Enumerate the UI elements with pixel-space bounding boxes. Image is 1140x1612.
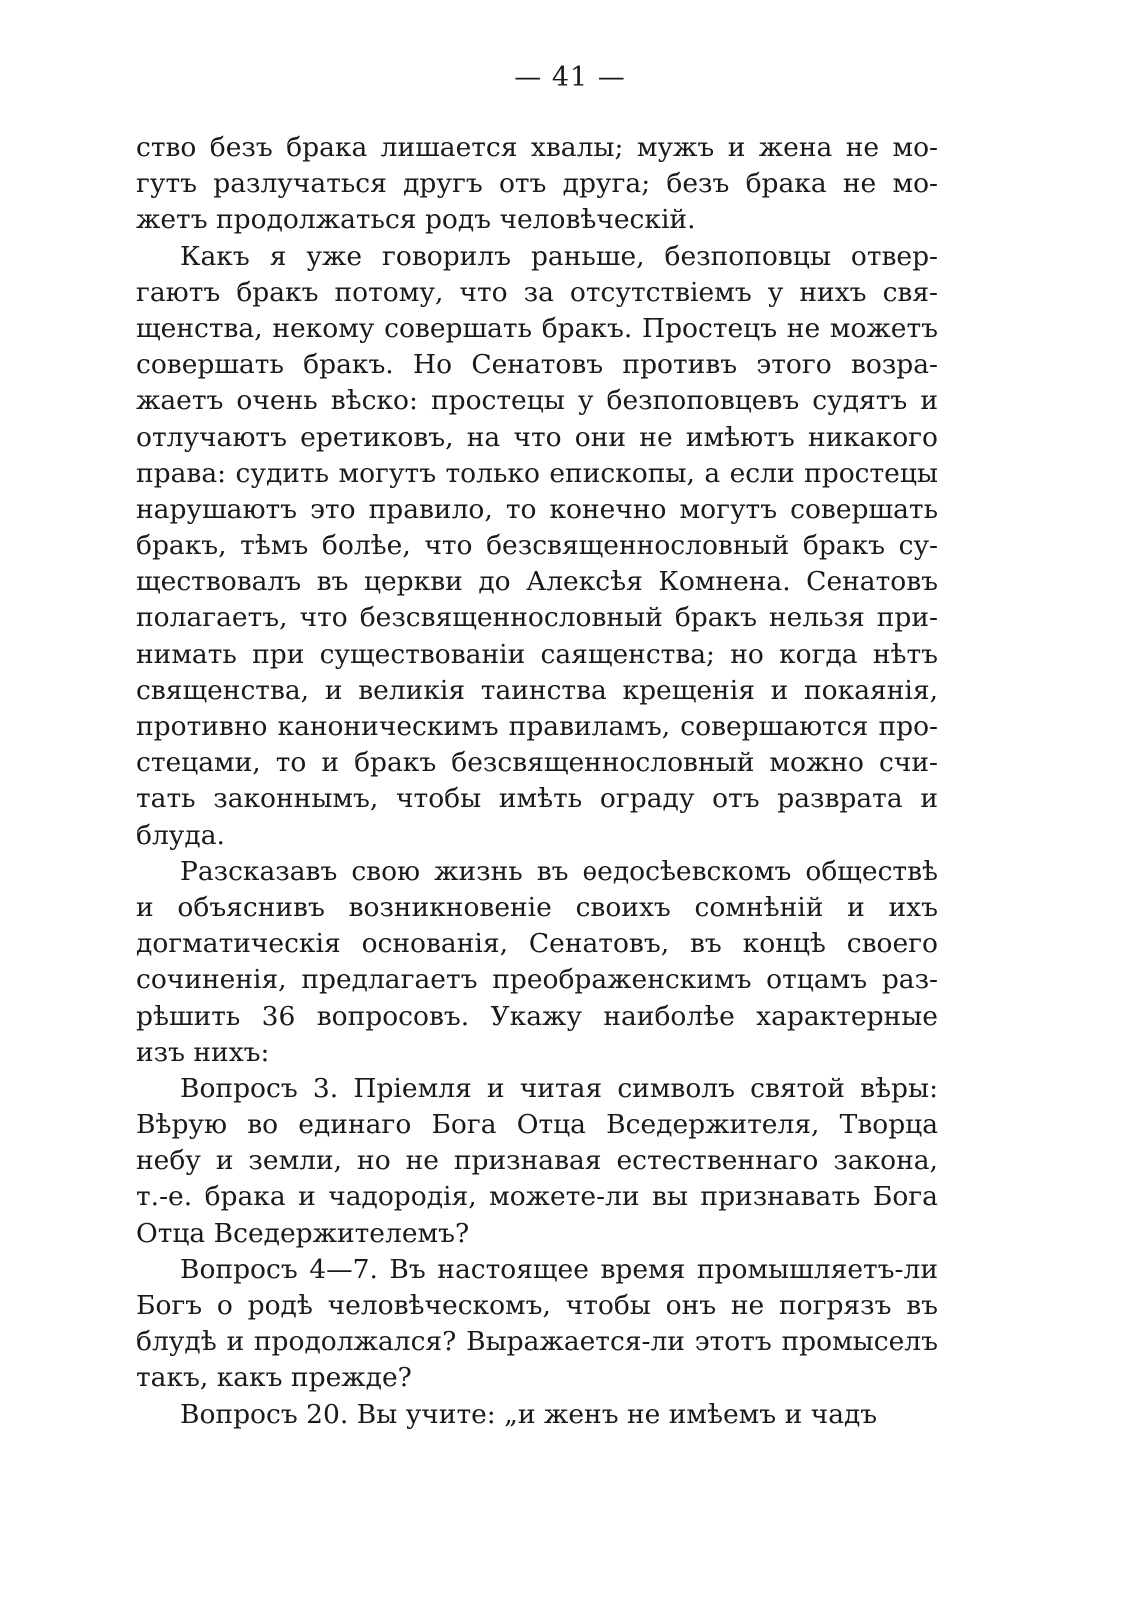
body-text: [136, 130, 938, 1433]
paragraph: [136, 1252, 938, 1397]
text-line: блудѣ и продолжался? Выражается-ли этотъ промыселъ: [136, 1326, 938, 1358]
text-line: изъ нихъ:: [136, 1036, 270, 1068]
text-line: совершать бракъ. Но Сенатовъ противъ этого возра-: [136, 349, 938, 381]
paragraph: [136, 130, 938, 239]
text-line: Вопросъ 3. Пріемля и читая символъ святой вѣры:: [180, 1072, 938, 1104]
text-line: Какъ я уже говорилъ раньше, безпоповцы отвер-: [180, 240, 938, 272]
text-line: жаетъ очень вѣско: простецы у безпоповцевъ судятъ и: [136, 385, 938, 417]
text-line: бракъ, тѣмъ болѣе, что безсвященнословный бракъ су-: [136, 530, 938, 562]
text-line: священства, и великія таинства крещенія и покаянія,: [136, 674, 938, 706]
text-line: гутъ разлучаться другъ отъ друга; безъ брака не мо-: [136, 168, 938, 200]
page-number: — 41 —: [514, 62, 626, 93]
text-line: рѣшить 36 вопросовъ. Укажу наиболѣе характерные: [136, 1000, 938, 1032]
text-line: Отца Вседержителемъ?: [136, 1217, 470, 1249]
text-line: догматическія основанія, Сенатовъ, въ концѣ своего: [136, 928, 938, 960]
text-line: блуда.: [136, 819, 225, 851]
text-line: Вѣрую во единаго Бога Отца Вседержителя, Творца: [136, 1109, 938, 1141]
text-line: ществовалъ въ церкви до Алексѣя Комнена. Сенатовъ: [136, 566, 938, 598]
text-line: нимать при существованіи саященства; но когда нѣтъ: [136, 638, 938, 670]
text-line: сочиненія, предлагаетъ преображенскимъ отцамъ раз-: [136, 964, 938, 996]
text-line: небу и земли, но не признавая естественнаго закона,: [136, 1145, 938, 1177]
text-line: Богъ о родѣ человѣческомъ, чтобы онъ не погрязъ въ: [136, 1290, 938, 1321]
text-line: щенства, некому совершать бракъ. Простецъ не можетъ: [136, 312, 938, 344]
text-line: гаютъ бракъ потому, что за отсутствіемъ у нихъ свя-: [136, 276, 938, 308]
paragraph: [136, 854, 938, 1071]
text-line: права: судить могутъ только епископы, а если простецы: [136, 457, 938, 489]
text-line: ство безъ брака лишается хвалы; мужъ и жена не мо-: [136, 132, 938, 163]
text-line: нарушаютъ это правило, то конечно могутъ совершать: [136, 493, 938, 525]
paragraph: [136, 1397, 938, 1433]
text-line: Разсказавъ свою жизнь въ ѳедосѣевскомъ обществѣ: [180, 855, 938, 887]
text-line: жетъ продолжаться родъ человѣческій.: [136, 204, 696, 236]
text-line: такъ, какъ прежде?: [136, 1362, 412, 1394]
text-line: и объяснивъ возникновеніе своихъ сомнѣній и ихъ: [136, 891, 938, 923]
paragraph: [136, 1071, 938, 1252]
text-line: т.-е. брака и чадородія, можете-ли вы признавать Бога: [136, 1181, 938, 1213]
text-line: отлучаютъ еретиковъ, на что они не имѣютъ никакого: [136, 421, 938, 453]
text-line: Вопросъ 20. Вы учите: „и женъ не имѣемъ и чадъ: [180, 1398, 878, 1430]
text-line: тать законнымъ, чтобы имѣть ограду отъ разврата и: [136, 783, 938, 815]
text-line: полагаетъ, что безсвященнословный бракъ нельзя при-: [136, 602, 938, 634]
text-line: Вопросъ 4—7. Въ настоящее время промышляетъ-ли: [180, 1253, 938, 1285]
paragraph: [136, 239, 938, 854]
text-line: противно каноническимъ правиламъ, совершаются про-: [136, 711, 938, 742]
text-line: стецами, то и бракъ безсвященнословный можно счи-: [136, 747, 938, 779]
